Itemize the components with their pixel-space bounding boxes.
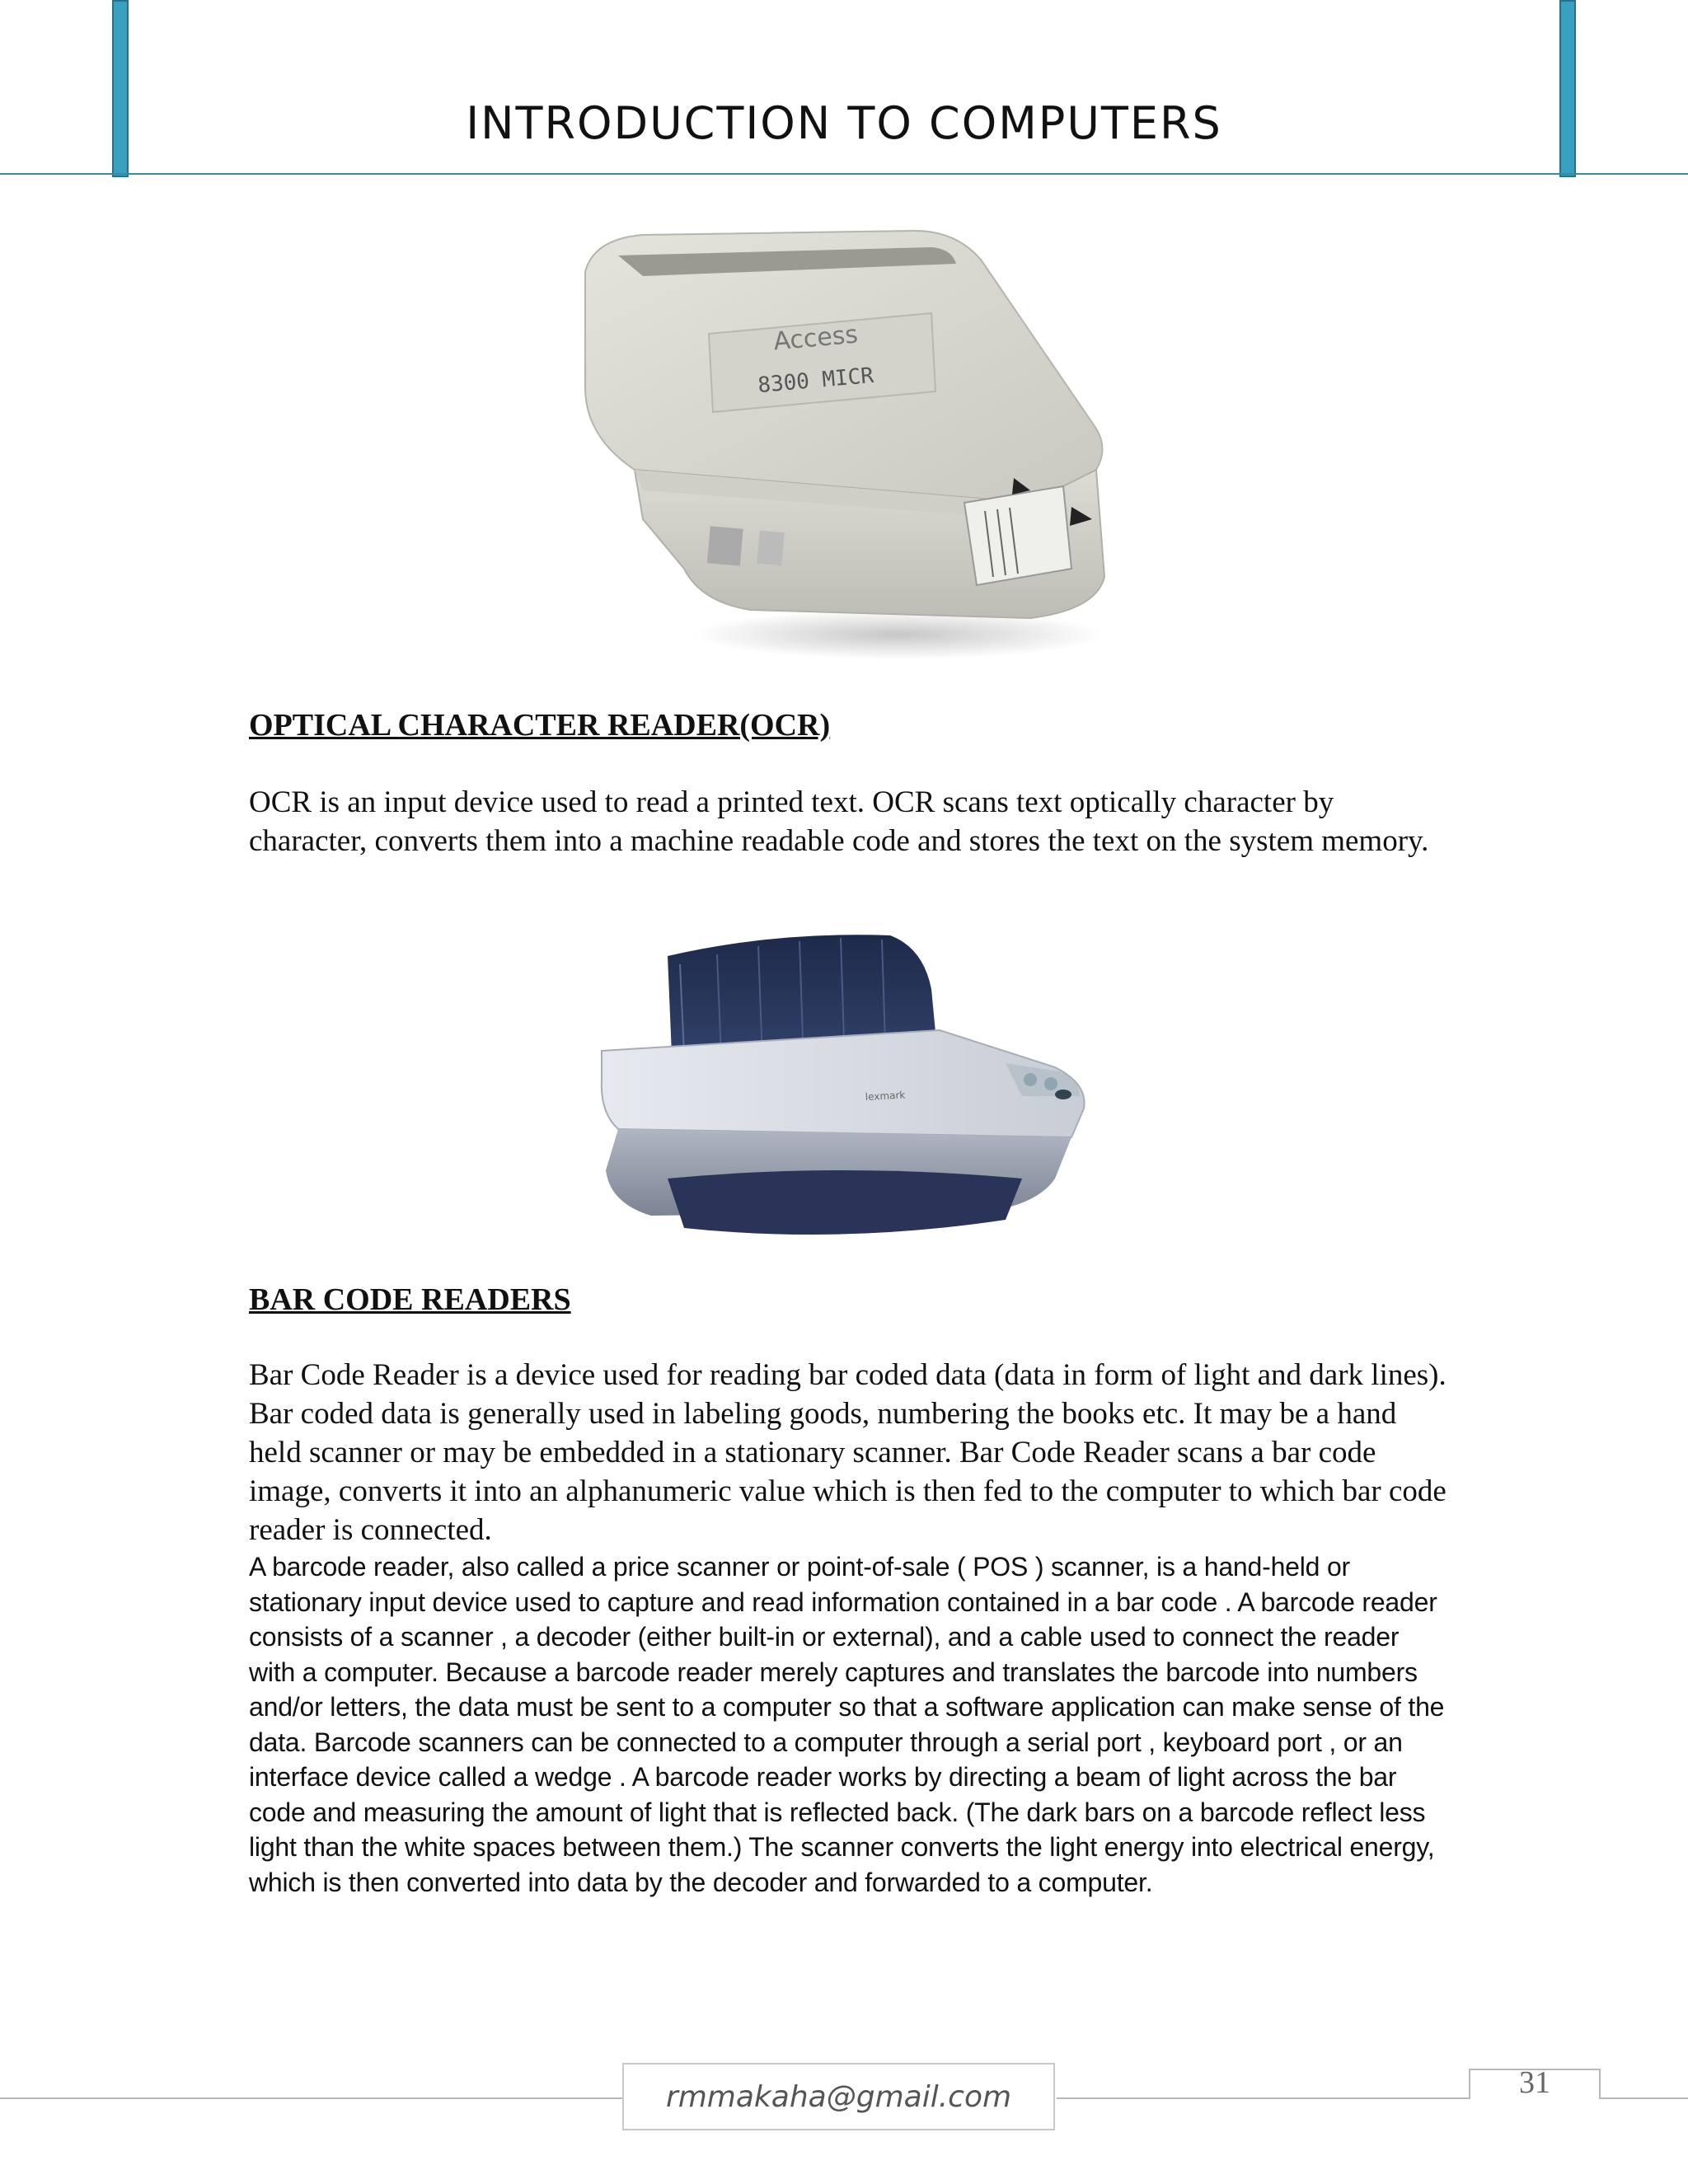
footer-rule-right <box>1601 2097 1688 2099</box>
ocr-heading: OPTICAL CHARACTER READER(OCR) <box>249 708 831 743</box>
micr-brand-label: Access <box>771 320 860 357</box>
footer-email: rmmakaha@gmail.com <box>622 2063 1055 2130</box>
header-bar-right <box>1559 0 1576 177</box>
micr-reader-image <box>569 223 1129 668</box>
header-bar-left <box>112 0 129 177</box>
header-rule <box>0 173 1688 175</box>
footer-rule-middle <box>1057 2097 1469 2099</box>
ocr-scanner-image <box>593 931 1096 1244</box>
svg-text:lexmark: lexmark <box>865 1089 906 1103</box>
page-title: INTRODUCTION TO COMPUTERS <box>466 97 1222 149</box>
barcode-heading: BAR CODE READERS <box>249 1282 571 1317</box>
page-number: 31 <box>1519 2065 1550 2100</box>
barcode-paragraph: Bar Code Reader is a device used for reading bar coded data (data in form of light and dark lines). Bar coded data is generally used in labeling goods, numbering the books etc. It may be a hand held scanner or may be embedded in a stationary scanner. Bar Code Reader scans a bar code image, converts it into an alphanumeric value which is then fed to the computer to which bar code reader is connected. <box>249 1358 1447 1547</box>
micr-model-label: 8300 MICR <box>757 363 875 399</box>
footer-rule-left <box>0 2097 622 2099</box>
barcode-detail-paragraph: A barcode reader, also called a price scanner or point-of-sale ( POS ) scanner, is a hand-held or stationary input device used to capture and read information contained in a bar code . A barcode reader consists of a scanner , a decoder (either built-in or external), and a cable used to connect the reader with a computer. Because a barcode reader merely captures and translates the barcode into numbers and/or letters, the data must be sent to a computer so that a software application can make sense of the data. Barcode scanners can be connected to a computer through a serial port , keyboard port , or an interface device called a wedge . A barcode reader works by directing a beam of light across the bar code and measuring the amount of light that is reflected back. (The dark bars on a barcode reflect less light than the white spaces between them.) The scanner converts the light energy into electrical energy, which is then converted into data by the decoder and forwarded to a computer. <box>249 1552 1445 1897</box>
ocr-paragraph: OCR is an input device used to read a printed text. OCR scans text optically character by character, converts them into a machine readable code and stores the text on the system memory. <box>249 785 1429 858</box>
